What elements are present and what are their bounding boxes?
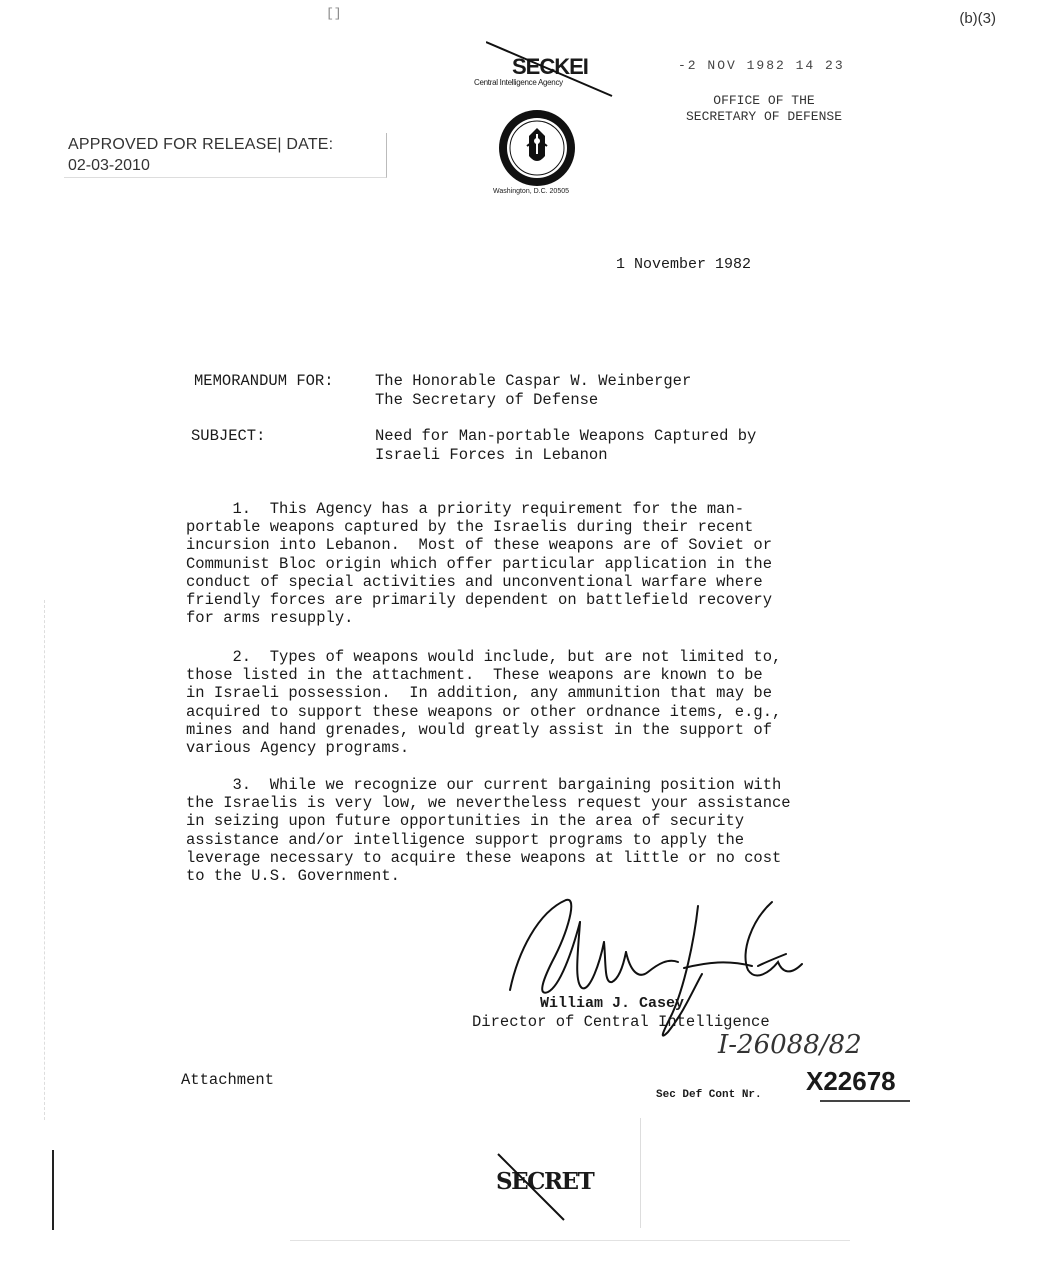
scan-fold-line [640,1118,641,1228]
control-number-label: Sec Def Cont Nr. [656,1089,762,1101]
cia-seal-icon [497,108,577,188]
control-number-underline [820,1100,910,1102]
memo-recipient-title: The Secretary of Defense [375,391,599,409]
office-stamp-line2: SECRETARY OF DEFENSE [685,109,843,124]
received-stamp: -2 NOV 1982 14 23 [678,58,845,73]
seal-caption: Washington, D.C. 20505 [493,188,570,195]
release-stamp-date: 02-03-2010 [68,157,150,174]
strikethrough-mark-bottom [494,1148,590,1222]
top-mark: [] [326,6,342,21]
scan-edge-line [52,1150,54,1230]
subject-label: SUBJECT: [191,427,266,445]
body-paragraph-2: 2. Types of weapons would include, but are not limited to, those listed in the attachment. These weapons are known to be in Israeli possession. In addition, any ammunition that may be acquired to support these weapons or other ordnance items, e.g., mines and hand grenades, would greatly assist in the support of various Agency programs. [186,648,782,758]
classification-bottom: SECRET [496,1168,594,1195]
strikethrough-mark [486,40,618,100]
body-paragraph-1: 1. This Agency has a priority requirement for the man- portable weapons captured by the Israelis during their recent incursion into Lebanon. Most of these weapons are of Soviet or Communist Bloc origin which offer particular application in the conduct of special activities and unconventional warfare where friendly forces are primarily dependent on battlefield recovery for arms resupply. [186,500,772,628]
control-number: X22678 [806,1066,896,1096]
classification-top: SECKEI [512,54,588,79]
attachment-label: Attachment [181,1071,275,1089]
memo-date: 1 November 1982 [616,256,752,273]
scan-edge-dots [44,600,47,1120]
scan-bottom-rule [290,1240,850,1241]
signer-title: Director of Central Intelligence [472,1013,770,1031]
handwritten-control-number: I-26088/82 [718,1030,862,1060]
signer-name: William J. Casey [540,995,685,1012]
memo-recipient-name: The Honorable Caspar W. Weinberger [375,372,692,390]
office-stamp [672,93,856,125]
release-stamp-line1: APPROVED FOR RELEASE| DATE: [68,136,334,153]
exemption-code: (b)(3) [959,10,996,27]
office-stamp-line1: OFFICE OF THE [713,93,815,108]
subject-line1: Need for Man-portable Weapons Captured by [375,427,757,445]
subject-line2: Israeli Forces in Lebanon [375,446,608,464]
memo-for-label: MEMORANDUM FOR: [194,372,334,390]
body-paragraph-3: 3. While we recognize our current bargaining position with the Israelis is very low, we nevertheless request your assistance in seizing upon future opportunities in the area of security assistance and/or intelligence support programs to apply the leverage necessary to acquire these weapons at little or no cost to the U.S. Government. [186,776,791,886]
agency-name: Central Intelligence Agency [474,78,563,87]
